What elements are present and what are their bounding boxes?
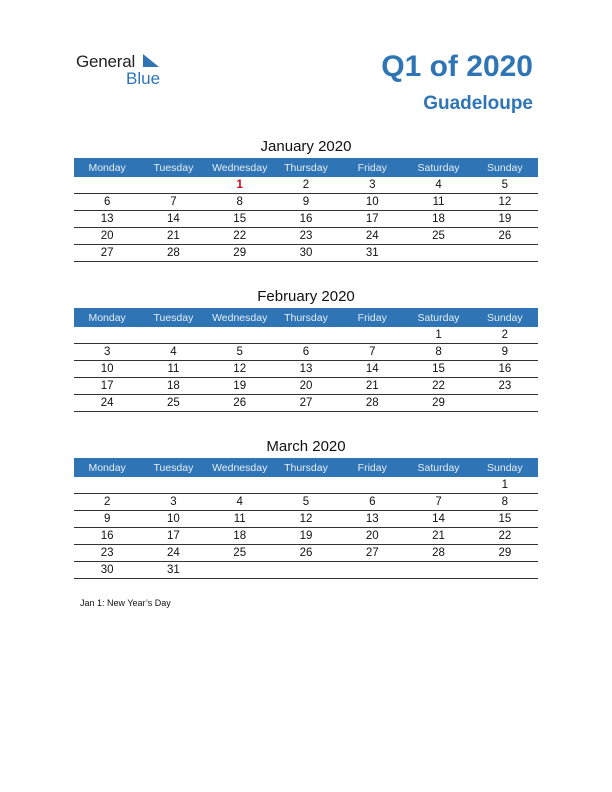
empty-day-cell xyxy=(273,477,339,494)
day-cell: 4 xyxy=(207,494,273,511)
day-cell: 27 xyxy=(74,245,140,262)
logo-flag-icon xyxy=(143,54,159,67)
day-cell: 27 xyxy=(273,395,339,412)
day-cell: 7 xyxy=(140,194,206,211)
calendar-table xyxy=(74,158,538,262)
country-name: Guadeloupe xyxy=(423,93,533,114)
weekday-header: Tuesday xyxy=(140,158,206,177)
calendar-table xyxy=(74,308,538,412)
week-row xyxy=(74,361,538,378)
day-cell: 29 xyxy=(472,545,538,562)
day-cell: 26 xyxy=(207,395,273,412)
week-row xyxy=(74,245,538,262)
weekday-header: Thursday xyxy=(273,158,339,177)
week-row xyxy=(74,494,538,511)
day-cell: 25 xyxy=(140,395,206,412)
empty-day-cell xyxy=(273,327,339,344)
empty-day-cell xyxy=(207,327,273,344)
empty-day-cell xyxy=(405,477,471,494)
weekday-header: Thursday xyxy=(273,308,339,327)
day-cell: 5 xyxy=(472,177,538,194)
day-cell: 28 xyxy=(339,395,405,412)
day-cell: 13 xyxy=(74,211,140,228)
day-cell: 9 xyxy=(273,194,339,211)
weekday-header: Monday xyxy=(74,458,140,477)
month-title: January 2020 xyxy=(260,138,352,155)
day-cell: 8 xyxy=(472,494,538,511)
day-cell: 31 xyxy=(339,245,405,262)
day-cell: 25 xyxy=(207,545,273,562)
calendar-table xyxy=(74,458,538,579)
empty-day-cell xyxy=(140,327,206,344)
empty-day-cell xyxy=(472,562,538,579)
logo-text-general: General xyxy=(76,52,136,71)
day-cell: 8 xyxy=(207,194,273,211)
empty-day-cell xyxy=(472,245,538,262)
day-cell: 19 xyxy=(273,528,339,545)
empty-day-cell xyxy=(273,562,339,579)
weekday-header: Saturday xyxy=(405,308,471,327)
day-cell: 2 xyxy=(273,177,339,194)
day-cell: 21 xyxy=(339,378,405,395)
day-cell: 13 xyxy=(273,361,339,378)
day-cell: 7 xyxy=(339,344,405,361)
day-cell: 13 xyxy=(339,511,405,528)
day-cell: 14 xyxy=(405,511,471,528)
week-row xyxy=(74,395,538,412)
week-row xyxy=(74,344,538,361)
weekday-header-row xyxy=(74,308,538,327)
day-cell: 10 xyxy=(140,511,206,528)
day-cell: 5 xyxy=(273,494,339,511)
week-row xyxy=(74,211,538,228)
week-row xyxy=(74,528,538,545)
weekday-header: Saturday xyxy=(405,458,471,477)
empty-day-cell xyxy=(74,177,140,194)
week-row xyxy=(74,378,538,395)
month-february xyxy=(74,286,538,412)
weekday-header: Friday xyxy=(339,458,405,477)
weekday-header: Sunday xyxy=(472,308,538,327)
day-cell: 30 xyxy=(273,245,339,262)
week-row xyxy=(74,562,538,579)
day-cell: 19 xyxy=(207,378,273,395)
day-cell: 26 xyxy=(273,545,339,562)
day-cell: 2 xyxy=(472,327,538,344)
logo-text-blue: Blue xyxy=(126,69,161,88)
day-cell: 17 xyxy=(339,211,405,228)
day-cell: 16 xyxy=(273,211,339,228)
day-cell: 6 xyxy=(74,194,140,211)
empty-day-cell xyxy=(74,477,140,494)
holiday-note: Jan 1: New Year’s Day xyxy=(80,598,171,608)
weekday-header: Wednesday xyxy=(207,308,273,327)
day-cell: 6 xyxy=(273,344,339,361)
week-row xyxy=(74,477,538,494)
day-cell: 3 xyxy=(74,344,140,361)
day-cell: 5 xyxy=(207,344,273,361)
day-cell: 29 xyxy=(207,245,273,262)
day-cell: 11 xyxy=(405,194,471,211)
day-cell: 11 xyxy=(207,511,273,528)
week-row xyxy=(74,545,538,562)
day-cell: 3 xyxy=(339,177,405,194)
brand-logo xyxy=(76,52,176,88)
week-row xyxy=(74,511,538,528)
day-cell: 11 xyxy=(140,361,206,378)
day-cell: 14 xyxy=(140,211,206,228)
empty-day-cell xyxy=(405,245,471,262)
month-title: February 2020 xyxy=(257,288,355,305)
day-cell: 15 xyxy=(472,511,538,528)
day-cell: 28 xyxy=(405,545,471,562)
day-cell: 18 xyxy=(140,378,206,395)
empty-day-cell xyxy=(140,177,206,194)
weekday-header: Sunday xyxy=(472,158,538,177)
day-cell: 30 xyxy=(74,562,140,579)
weekday-header: Saturday xyxy=(405,158,471,177)
day-cell: 18 xyxy=(207,528,273,545)
day-cell: 24 xyxy=(140,545,206,562)
day-cell: 15 xyxy=(405,361,471,378)
empty-day-cell xyxy=(207,562,273,579)
day-cell: 16 xyxy=(74,528,140,545)
empty-day-cell xyxy=(339,562,405,579)
day-cell: 15 xyxy=(207,211,273,228)
empty-day-cell xyxy=(472,395,538,412)
day-cell: 24 xyxy=(339,228,405,245)
day-cell: 3 xyxy=(140,494,206,511)
day-cell: 18 xyxy=(405,211,471,228)
day-cell: 4 xyxy=(140,344,206,361)
day-cell: 29 xyxy=(405,395,471,412)
empty-day-cell xyxy=(405,562,471,579)
day-cell: 27 xyxy=(339,545,405,562)
weekday-header: Friday xyxy=(339,308,405,327)
day-cell: 28 xyxy=(140,245,206,262)
month-january xyxy=(74,136,538,262)
empty-day-cell xyxy=(140,477,206,494)
weekday-header: Friday xyxy=(339,158,405,177)
weekday-header-row xyxy=(74,458,538,477)
weekday-header: Tuesday xyxy=(140,308,206,327)
empty-day-cell xyxy=(74,327,140,344)
day-cell: 1 xyxy=(207,177,273,194)
day-cell: 12 xyxy=(207,361,273,378)
weekday-header: Sunday xyxy=(472,458,538,477)
day-cell: 17 xyxy=(74,378,140,395)
day-cell: 1 xyxy=(472,477,538,494)
weekday-header: Wednesday xyxy=(207,458,273,477)
month-title: March 2020 xyxy=(266,438,346,455)
day-cell: 14 xyxy=(339,361,405,378)
day-cell: 19 xyxy=(472,211,538,228)
day-cell: 21 xyxy=(405,528,471,545)
week-row xyxy=(74,177,538,194)
empty-day-cell xyxy=(339,477,405,494)
week-row xyxy=(74,228,538,245)
day-cell: 10 xyxy=(74,361,140,378)
day-cell: 24 xyxy=(74,395,140,412)
day-cell: 23 xyxy=(472,378,538,395)
day-cell: 12 xyxy=(472,194,538,211)
day-cell: 1 xyxy=(405,327,471,344)
day-cell: 7 xyxy=(405,494,471,511)
day-cell: 22 xyxy=(207,228,273,245)
day-cell: 16 xyxy=(472,361,538,378)
day-cell: 4 xyxy=(405,177,471,194)
day-cell: 23 xyxy=(273,228,339,245)
day-cell: 22 xyxy=(472,528,538,545)
weekday-header-row xyxy=(74,158,538,177)
day-cell: 20 xyxy=(273,378,339,395)
day-cell: 20 xyxy=(339,528,405,545)
day-cell: 10 xyxy=(339,194,405,211)
empty-day-cell xyxy=(207,477,273,494)
day-cell: 17 xyxy=(140,528,206,545)
weekday-header: Tuesday xyxy=(140,458,206,477)
weekday-header: Monday xyxy=(74,308,140,327)
day-cell: 20 xyxy=(74,228,140,245)
day-cell: 2 xyxy=(74,494,140,511)
weekday-header: Monday xyxy=(74,158,140,177)
page-title: Q1 of 2020 xyxy=(381,50,533,83)
day-cell: 6 xyxy=(339,494,405,511)
day-cell: 12 xyxy=(273,511,339,528)
day-cell: 9 xyxy=(74,511,140,528)
day-cell: 9 xyxy=(472,344,538,361)
week-row xyxy=(74,194,538,211)
day-cell: 21 xyxy=(140,228,206,245)
day-cell: 31 xyxy=(140,562,206,579)
empty-day-cell xyxy=(339,327,405,344)
week-row xyxy=(74,327,538,344)
day-cell: 25 xyxy=(405,228,471,245)
day-cell: 22 xyxy=(405,378,471,395)
month-march xyxy=(74,436,538,579)
weekday-header: Wednesday xyxy=(207,158,273,177)
day-cell: 23 xyxy=(74,545,140,562)
day-cell: 8 xyxy=(405,344,471,361)
weekday-header: Thursday xyxy=(273,458,339,477)
day-cell: 26 xyxy=(472,228,538,245)
